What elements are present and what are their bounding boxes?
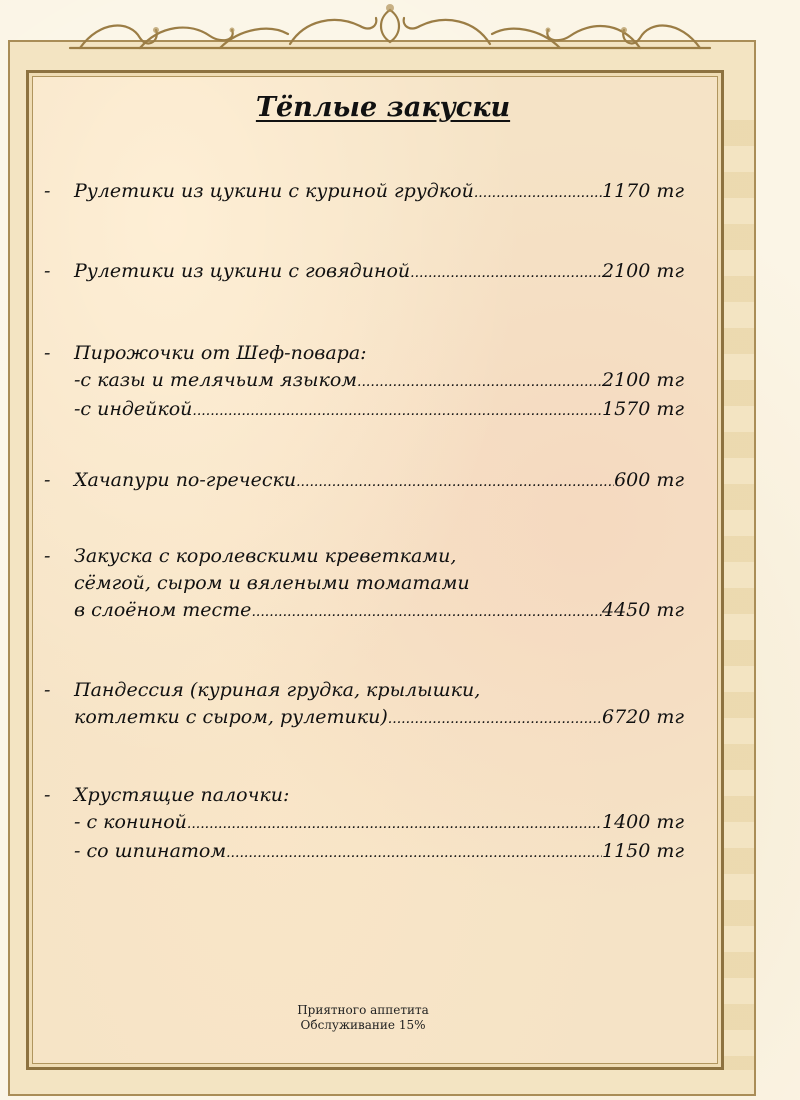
menu-item xyxy=(44,543,684,626)
item-label: - с кониной xyxy=(74,811,187,833)
menu-subline xyxy=(44,367,684,396)
menu-title: Тёплые закуски xyxy=(255,92,511,123)
item-price: 1570 тг xyxy=(601,398,684,420)
menu-subline xyxy=(44,809,684,838)
item-dash: - xyxy=(44,469,51,491)
item-label: Пандессия (куриная грудка, крылышки, xyxy=(74,679,481,701)
item-label: -с индейкой xyxy=(74,398,193,420)
menu-subline xyxy=(44,704,684,733)
item-label: Пирожочки от Шеф-повара: xyxy=(74,342,367,364)
menu-subline xyxy=(44,838,684,867)
menu-item xyxy=(44,178,684,207)
item-price: 1170 тг xyxy=(601,180,684,202)
footer xyxy=(0,1003,726,1033)
footer-service-charge: Обслуживание 15% xyxy=(300,1018,426,1032)
item-label: Рулетики из цукини с куриной грудкой xyxy=(74,180,474,202)
item-price: 2100 тг xyxy=(601,369,684,391)
baroque-ornament-icon xyxy=(60,0,720,60)
menu-item-line xyxy=(44,467,684,496)
item-price: 6720 тг xyxy=(601,706,684,728)
menu-item-line xyxy=(44,178,684,207)
dot-leader xyxy=(357,369,602,396)
item-label: Хачапури по-гречески xyxy=(74,469,297,491)
item-label: Хрустящие палочки: xyxy=(74,784,290,806)
damask-pattern xyxy=(724,120,754,1070)
dot-leader xyxy=(388,706,602,733)
item-label: сёмгой, сыром и вялеными томатами xyxy=(74,572,470,594)
item-label: котлетки с сыром, рулетики) xyxy=(74,706,388,728)
footer-greeting: Приятного аппетита xyxy=(297,1003,429,1017)
menu-item xyxy=(44,467,684,496)
item-price: 1150 тг xyxy=(601,840,684,862)
item-dash: - xyxy=(44,180,51,202)
item-label: - со шпинатом xyxy=(74,840,227,862)
menu-item xyxy=(44,782,684,867)
item-price: 1400 тг xyxy=(601,811,684,833)
item-label: Рулетики из цукини с говядиной xyxy=(74,260,411,282)
item-price: 4450 тг xyxy=(601,599,684,621)
item-dash: - xyxy=(44,342,51,364)
dot-leader xyxy=(410,260,602,287)
item-price: 2100 тг xyxy=(601,260,684,282)
item-dash: - xyxy=(44,679,51,701)
item-dash: - xyxy=(44,784,51,806)
menu-subline xyxy=(44,396,684,425)
dot-leader xyxy=(226,840,602,867)
item-price: 600 тг xyxy=(614,469,684,491)
dot-leader xyxy=(251,599,602,626)
menu-subline xyxy=(44,570,684,597)
dot-leader xyxy=(296,469,614,496)
menu-item xyxy=(44,258,684,287)
menu-item-line xyxy=(44,258,684,287)
item-label: Закуска с королевскими креветками, xyxy=(74,545,457,567)
menu-subline xyxy=(44,597,684,626)
menu-item-line xyxy=(44,340,684,367)
menu-item-line xyxy=(44,782,684,809)
item-label: -с казы и телячьим языком xyxy=(74,369,358,391)
menu-item xyxy=(44,340,684,425)
dot-leader xyxy=(187,811,602,838)
dot-leader xyxy=(192,398,602,425)
menu-item-line xyxy=(44,677,684,704)
item-label: в слоёном тесте xyxy=(74,599,252,621)
menu-item xyxy=(44,677,684,733)
dot-leader xyxy=(474,180,602,207)
item-dash: - xyxy=(44,260,51,282)
menu-item-line xyxy=(44,543,684,570)
item-dash: - xyxy=(44,545,51,567)
